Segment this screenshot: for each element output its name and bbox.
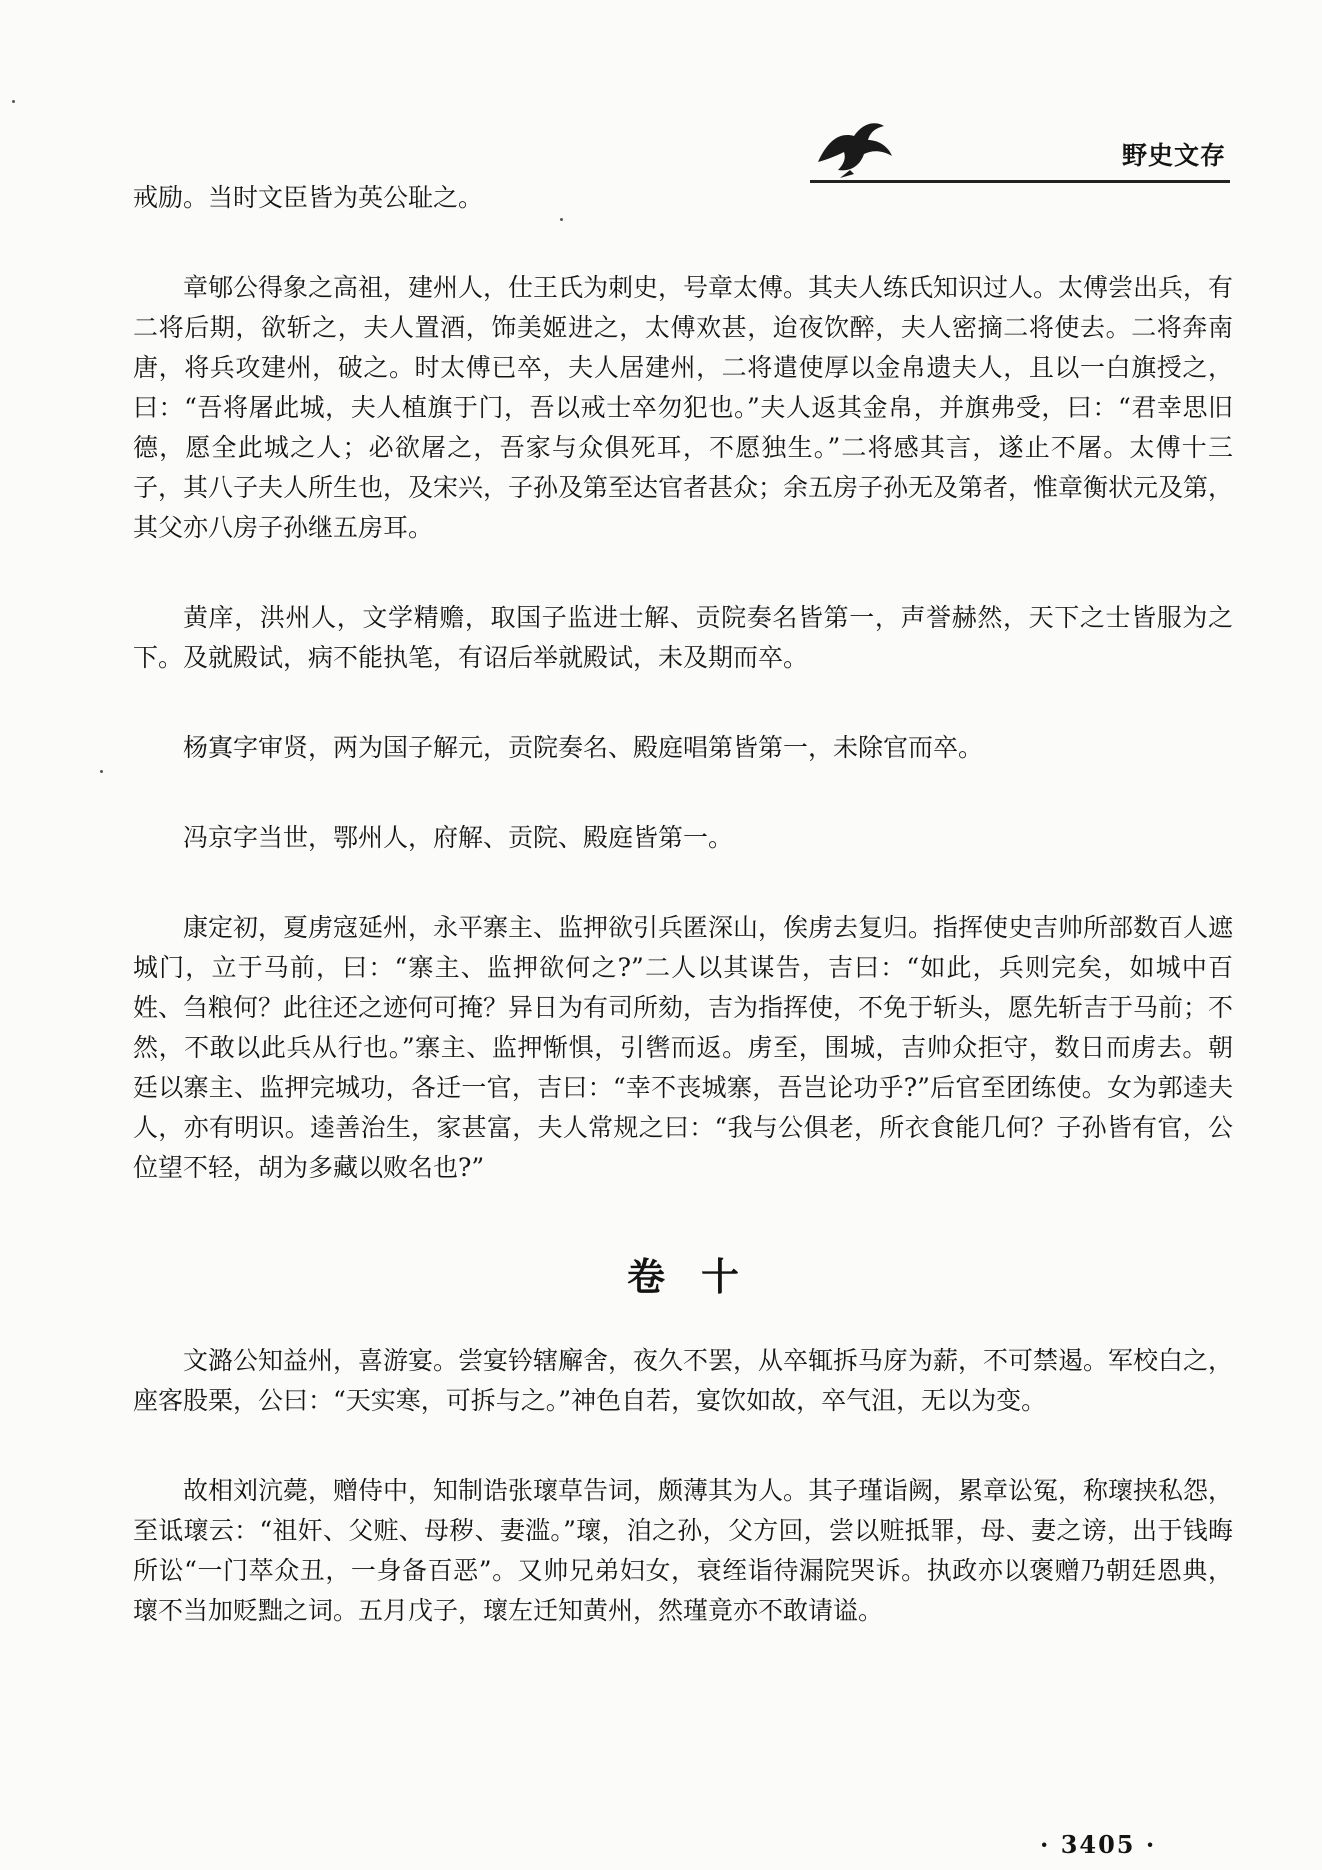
- scan-speck: [100, 770, 103, 773]
- scan-speck: [12, 100, 15, 103]
- paragraph: 故相刘沆薨，赠侍中，知制诰张瓌草告词，颇薄其为人。其子瑾诣阙，累章讼冤，称瓌挟私怨，至诋瓌云：“祖奸、父赃、母秽、妻滥。”瓌，洎之孙，父方回，尝以赃抵罪，母、妻之谤，出于钱晦所讼“一门萃众丑，一身备百恶”。又帅兄弟妇女，衰绖诣待漏院哭诉。执政亦以褒赠乃朝廷恩典，瓌不当加贬黜之词。五月戊子，瓌左迁知黄州，然瑾竟亦不敢请谥。: [133, 1476, 1234, 1625]
- page-header: [810, 110, 1230, 188]
- page-number: · 3405 ·: [1040, 1830, 1157, 1859]
- dragon-emblem-icon: [810, 110, 898, 180]
- paragraph: 康定初，夏虏寇延州，永平寨主、监押欲引兵匿深山，俟虏去复归。指挥使史吉帅所部数百人遮城门，立于马前，曰：“寨主、监押欲何之?”二人以其谋告，吉曰：“如此，兵则完矣，如城中百姓、刍粮何？此往还之迹何可掩？异日为有司所劾，吉为指挥使，不免于斩头，愿先斩吉于马前；不然，不敢以此兵从行也。”寨主、监押惭惧，引辔而返。虏至，围城，吉帅众拒守，数日而虏去。朝廷以寨主、监押完城功，各迁一官，吉曰：“幸不丧城寨，吾岂论功乎?”后官至团练使。女为郭逵夫人，亦有明识。逵善治生，家甚富，夫人常规之曰：“我与公俱老，所衣食能几何？子孙皆有官，公位望不轻，胡为多藏以败名也?”: [133, 913, 1234, 1182]
- paragraph: 黄庠，洪州人，文学精赡，取国子监进士解、贡院奏名皆第一，声誉赫然，天下之士皆服为之下。及就殿试，病不能执笔，有诏后举就殿试，未及期而卒。: [133, 603, 1233, 672]
- page-body: [133, 178, 1233, 1631]
- chapter-title: 卷十: [626, 1255, 775, 1299]
- paragraph: 文潞公知益州，喜游宴。尝宴钤辖廨舍，夜久不罢，从卒辄拆马庌为薪，不可禁遏。军校白之，座客股栗，公曰：“天实寒，可拆与之。”神色自若，宴饮如故，卒气沮，无以为变。: [133, 1346, 1234, 1415]
- scan-speck: [560, 218, 563, 221]
- paragraph: 戒励。当时文臣皆为英公耻之。: [133, 183, 484, 212]
- paragraph: 章郇公得象之高祖，建州人，仕王氏为刺史，号章太傅。其夫人练氏知识过人。太傅尝出兵，有二将后期，欲斩之，夫人置酒，饰美姬进之，太傅欢甚，迨夜饮醉，夫人密摘二将使去。二将奔南唐，将兵攻建州，破之。时太傅已卒，夫人居建州，二将遣使厚以金帛遗夫人，且以一白旗授之，曰：“吾将屠此城，夫人植旗于门，吾以戒士卒勿犯也。”夫人返其金帛，并旗弗受，曰：“君幸思旧德，愿全此城之人；必欲屠之，吾家与众俱死耳，不愿独生。”二将感其言，遂止不屠。太傅十三子，其八子夫人所生也，及宋兴，子孙及第至达官者甚众；余五房子孙无及第者，惟章衡状元及第，其父亦八房子孙继五房耳。: [133, 273, 1234, 542]
- paragraph: 杨寘字审贤，两为国子解元，贡院奏名、殿庭唱第皆第一，未除官而卒。: [183, 733, 984, 762]
- paragraph: 冯京字当世，鄂州人，府解、贡院、殿庭皆第一。: [183, 823, 734, 852]
- series-title: 野史文存: [1121, 141, 1226, 170]
